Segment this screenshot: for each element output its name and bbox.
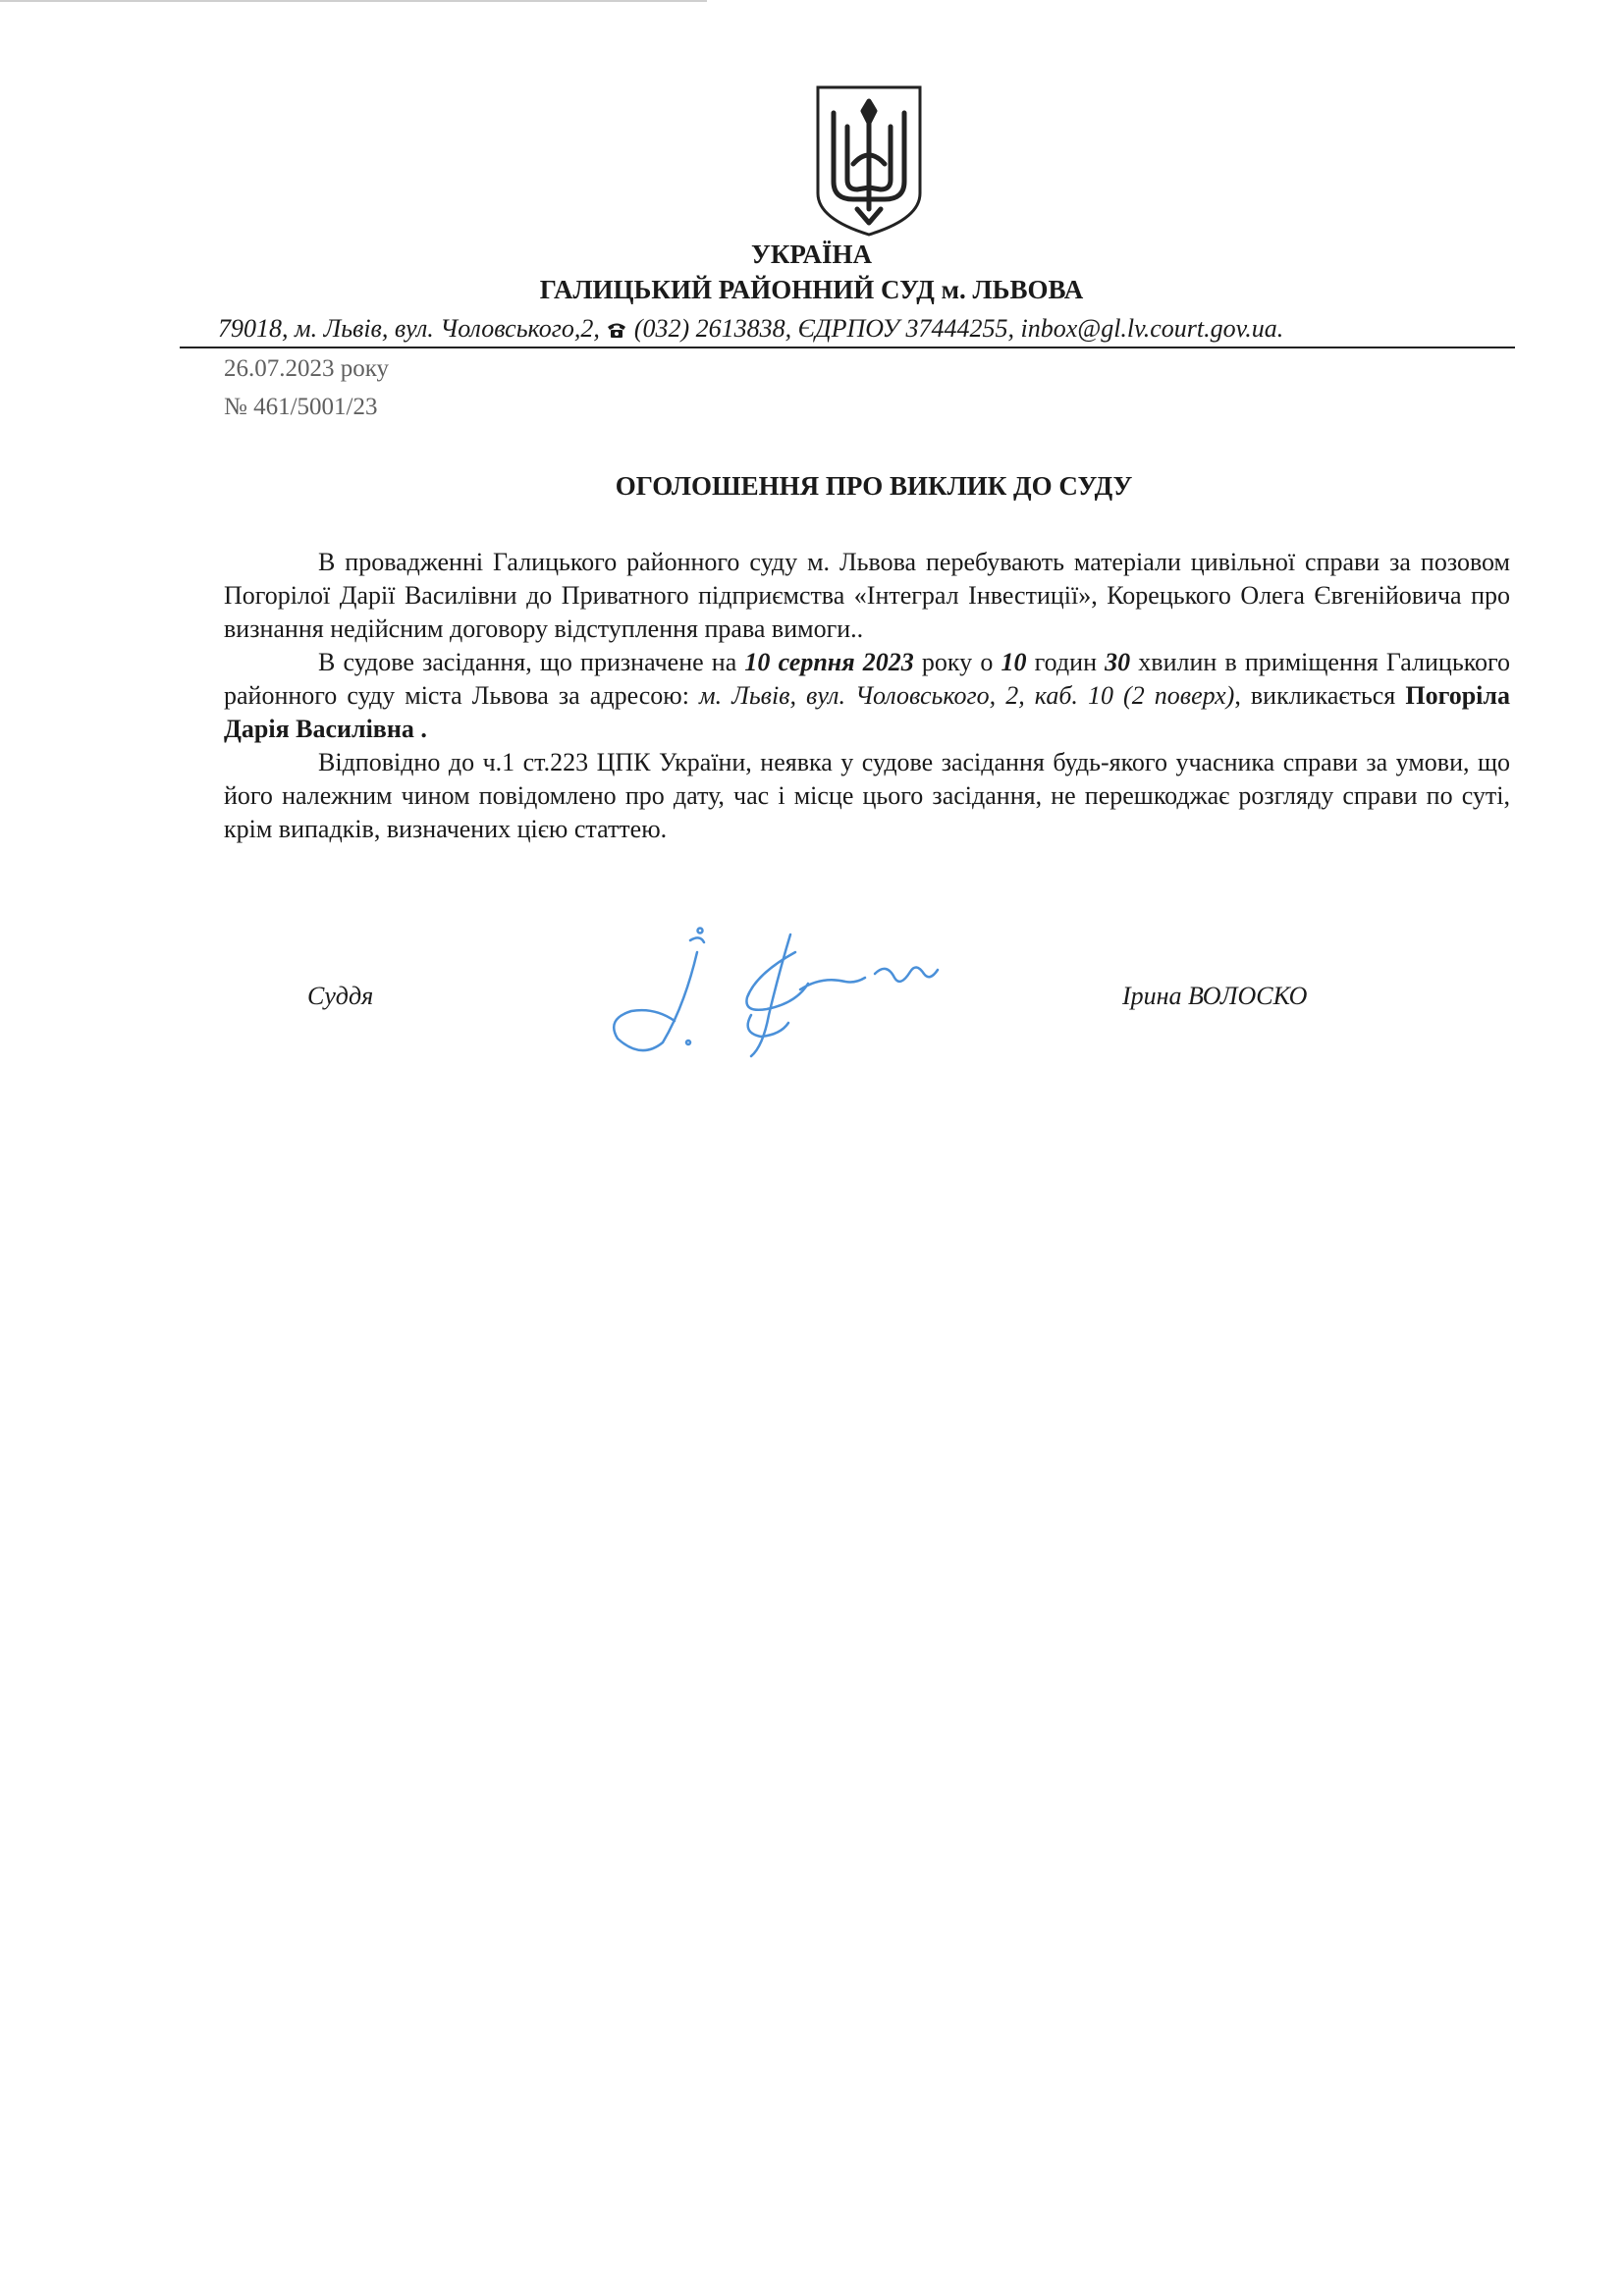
registration-number: № 461/5001/23	[224, 394, 378, 420]
address-part-2: (032) 2613838, ЄДРПОУ 37444255, inbox@gl.lv.court.gov.ua.	[627, 314, 1284, 343]
scan-artifact-line	[0, 0, 707, 2]
summons-text-1: В судове засідання, що призначене на	[318, 648, 745, 676]
summons-text-2: року о	[913, 648, 1001, 676]
hearing-date: 10 серпня 2023	[744, 648, 914, 676]
trident-emblem-icon	[814, 83, 924, 239]
handwritten-signature	[594, 913, 957, 1070]
hearing-hour: 10	[1001, 648, 1027, 676]
court-name-heading: ГАЛИЦЬКИЙ РАЙОННИЙ СУД м. ЛЬВОВА	[539, 275, 1084, 304]
document-body	[224, 546, 1510, 846]
address-part-1: 79018, м. Львів, вул. Чоловського,2,	[218, 314, 607, 343]
judge-name: Ірина ВОЛОСКО	[1122, 982, 1308, 1010]
court-address-line	[218, 314, 1283, 344]
header-divider	[180, 347, 1515, 348]
summons-text-4: хвилин в приміщення Галицького районного суду міста Львова за адресою:	[224, 648, 1511, 710]
hearing-address: м. Львів, вул. Чоловського, 2, каб. 10 (2 поверх)	[699, 681, 1235, 710]
document-date: 26.07.2023 року	[224, 355, 390, 382]
summons-text-5: , викликається	[1234, 681, 1406, 710]
summons-text-3: годин	[1026, 648, 1106, 676]
paragraph-legal-notice: Відповідно до ч.1 ст.223 ЦПК України, неявка у судове засідання будь-якого учасника справи за умови, що його належним чином повідомлено про дату, час і місце цього засідання, не перешкоджає розгляду справи по суті, крім випадків, визначених цією статтею.	[224, 748, 1510, 843]
summoned-person: Погоріла Дарія Василівна .	[224, 681, 1510, 743]
paragraph-hearing-summons	[224, 646, 1510, 746]
document-title: ОГОЛОШЕННЯ ПРО ВИКЛИК ДО СУДУ	[615, 471, 1133, 501]
judge-role-label: Суддя	[307, 982, 374, 1010]
telephone-icon	[606, 321, 627, 339]
hearing-minute: 30	[1105, 648, 1131, 676]
country-heading: УКРАЇНА	[751, 240, 872, 269]
paragraph-case-materials: В провадженні Галицького районного суду м. Львова перебувають матеріали цивільної справи за позовом Погорілої Дарії Василівни до Приватного підприємства «Інтеграл Інвестиції», Корецького Олега Євгенійовича про визнання недійсним договору відступлення права вимоги..	[224, 548, 1510, 643]
